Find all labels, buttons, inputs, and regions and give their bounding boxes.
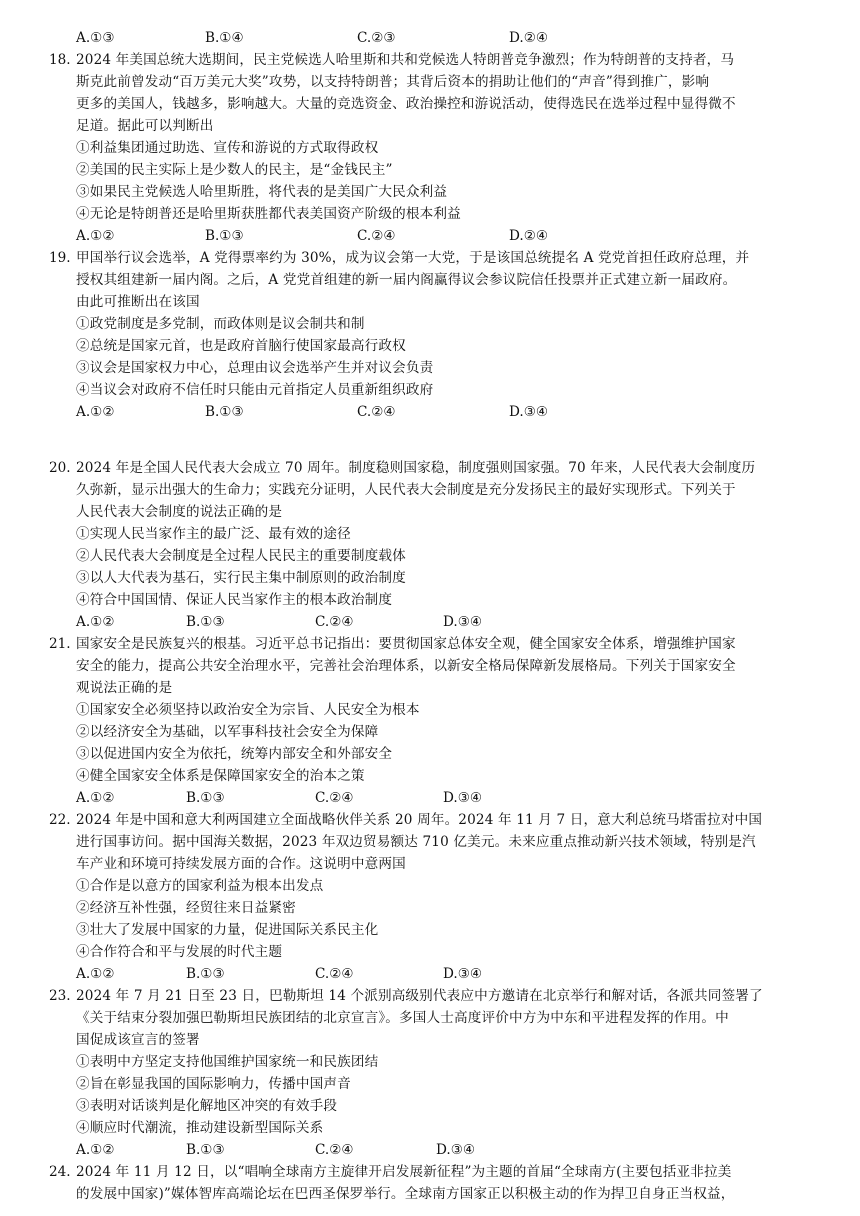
q18-item-1: ①利益集团通过助选、宣传和游说的方式取得政权 bbox=[76, 140, 379, 156]
q23-option-c: C.②④ bbox=[315, 1142, 354, 1158]
q23-stem-line: 2024 年 7 月 21 日至 23 日，巴勒斯坦 14 个派别高级别代表应中方邀请在北京举行和解对话，各派共同签署了 bbox=[76, 988, 763, 1004]
q18-number: 18. bbox=[49, 52, 71, 68]
q21-option-b: B.①③ bbox=[186, 790, 225, 806]
q22-option-a: A.①② bbox=[76, 966, 115, 982]
q19-option-c: C.②④ bbox=[357, 404, 396, 420]
q20-option-d: D.③④ bbox=[443, 614, 483, 630]
q23-number: 23. bbox=[49, 988, 71, 1004]
q21-option-c: C.②④ bbox=[315, 790, 354, 806]
q18-item-3: ③如果民主党候选人哈里斯胜，将代表的是美国广大民众利益 bbox=[76, 184, 448, 200]
q18-option-c: C.②④ bbox=[357, 228, 396, 244]
q19-stem-line: 由此可推断出在该国 bbox=[76, 294, 200, 310]
q20-item-1: ①实现人民当家作主的最广泛、最有效的途径 bbox=[76, 526, 351, 542]
q17-option-d: D.②④ bbox=[509, 30, 549, 46]
q21-option-a: A.①② bbox=[76, 790, 115, 806]
q18-option-a: A.①② bbox=[76, 228, 115, 244]
q20-option-c: C.②④ bbox=[315, 614, 354, 630]
q19-item-3: ③议会是国家权力中心，总理由议会选举产生并对议会负责 bbox=[76, 360, 434, 376]
q20-option-a: A.①② bbox=[76, 614, 115, 630]
q19-number: 19. bbox=[49, 250, 71, 266]
q24-stem-line: 的发展中国家)”媒体智库高端论坛在巴西圣保罗举行。全球南方国家正以积极主动的作为捍卫自身正当权益， bbox=[76, 1186, 735, 1202]
q19-item-2: ②总统是国家元首，也是政府首脑行使国家最高行政权 bbox=[76, 338, 406, 354]
q21-stem-line: 国家安全是民族复兴的根基。习近平总书记指出：要贯彻国家总体安全观，健全国家安全体系，增强维护国家 bbox=[76, 636, 736, 652]
q18-item-4: ④无论是特朗普还是哈里斯获胜都代表美国资产阶级的根本利益 bbox=[76, 206, 461, 222]
q20-stem-line: 久弥新，显示出强大的生命力；实践充分证明，人民代表大会制度是充分发扬民主的最好实现形式。下列关于 bbox=[76, 482, 736, 498]
q23-option-d: D.③④ bbox=[436, 1142, 476, 1158]
q19-item-1: ①政党制度是多党制，而政体则是议会制共和制 bbox=[76, 316, 365, 332]
q18-stem-line: 更多的美国人，钱越多，影响越大。大量的竞选资金、政治操控和游说活动，使得选民在选举过程中显得微不 bbox=[76, 96, 736, 112]
q18-item-2: ②美国的民主实际上是少数人的民主，是“金钱民主” bbox=[76, 162, 393, 178]
q20-stem-line: 2024 年是全国人民代表大会成立 70 周年。制度稳则国家稳，制度强则国家强。70 年来，人民代表大会制度历 bbox=[76, 460, 756, 476]
q22-item-4: ④合作符合和平与发展的时代主题 bbox=[76, 944, 283, 960]
q21-item-4: ④健全国家安全体系是保障国家安全的治本之策 bbox=[76, 768, 365, 784]
q23-item-4: ④顺应时代潮流，推动建设新型国际关系 bbox=[76, 1120, 324, 1136]
q23-option-b: B.①③ bbox=[186, 1142, 225, 1158]
q19-option-b: B.①③ bbox=[205, 404, 244, 420]
q24-stem-line: 2024 年 11 月 12 日，以“唱响全球南方主旋律开启发展新征程”为主题的首届“全球南方(主要包括亚非拉美 bbox=[76, 1164, 732, 1180]
q20-item-2: ②人民代表大会制度是全过程人民民主的重要制度载体 bbox=[76, 548, 406, 564]
q22-item-3: ③壮大了发展中国家的力量，促进国际关系民主化 bbox=[76, 922, 379, 938]
q21-stem-line: 观说法正确的是 bbox=[76, 680, 173, 696]
q20-stem-line: 人民代表大会制度的说法正确的是 bbox=[76, 504, 283, 520]
q23-option-a: A.①② bbox=[76, 1142, 115, 1158]
q20-item-4: ④符合中国国情、保证人民当家作主的根本政治制度 bbox=[76, 592, 393, 608]
q21-stem-line: 安全的能力，提高公共安全治理水平，完善社会治理体系，以新安全格局保障新发展格局。下列关于国家安全 bbox=[76, 658, 736, 674]
q23-item-2: ②旨在彰显我国的国际影响力，传播中国声音 bbox=[76, 1076, 351, 1092]
q23-item-1: ①表明中方坚定支持他国维护国家统一和民族团结 bbox=[76, 1054, 379, 1070]
q22-number: 22. bbox=[49, 812, 71, 828]
q17-option-a: A.①③ bbox=[76, 30, 115, 46]
q22-option-d: D.③④ bbox=[443, 966, 483, 982]
q18-stem-line: 2024 年美国总统大选期间，民主党候选人哈里斯和共和党候选人特朗普竞争激烈；作为特朗普的支持者，马 bbox=[76, 52, 735, 68]
q18-stem-line: 足道。据此可以判断出 bbox=[76, 118, 214, 134]
q20-option-b: B.①③ bbox=[186, 614, 225, 630]
q19-item-4: ④当议会对政府不信任时只能由元首指定人员重新组织政府 bbox=[76, 382, 434, 398]
q19-option-a: A.①② bbox=[76, 404, 115, 420]
q22-stem-line: 2024 年是中国和意大利两国建立全面战略伙伴关系 20 周年。2024 年 11 月 7 日，意大利总统马塔雷拉对中国 bbox=[76, 812, 763, 828]
q18-option-b: B.①③ bbox=[205, 228, 244, 244]
q21-item-1: ①国家安全必须坚持以政治安全为宗旨、人民安全为根本 bbox=[76, 702, 420, 718]
q19-option-d: D.③④ bbox=[509, 404, 549, 420]
q22-option-b: B.①③ bbox=[186, 966, 225, 982]
q21-option-d: D.③④ bbox=[443, 790, 483, 806]
q17-option-c: C.②③ bbox=[357, 30, 396, 46]
q22-stem-line: 车产业和环境可持续发展方面的合作。这说明中意两国 bbox=[76, 856, 406, 872]
q22-item-2: ②经济互补性强，经贸往来日益紧密 bbox=[76, 900, 296, 916]
q23-stem-line: 国促成该宣言的签署 bbox=[76, 1032, 200, 1048]
q20-number: 20. bbox=[49, 460, 71, 476]
q24-number: 24. bbox=[49, 1164, 71, 1180]
q19-stem-line: 甲国举行议会选举，A 党得票率约为 30%，成为议会第一大党，于是该国总统提名 A 党党首担任政府总理，并 bbox=[76, 250, 750, 266]
q22-option-c: C.②④ bbox=[315, 966, 354, 982]
q21-item-2: ②以经济安全为基础，以军事科技社会安全为保障 bbox=[76, 724, 379, 740]
q19-stem-line: 授权其组建新一届内阁。之后，A 党党首组建的新一届内阁赢得议会参议院信任投票并正式建立新一届政府。 bbox=[76, 272, 737, 288]
q21-number: 21. bbox=[49, 636, 71, 652]
q20-item-3: ③以人大代表为基石，实行民主集中制原则的政治制度 bbox=[76, 570, 406, 586]
q23-stem-line: 《关于结束分裂加强巴勒斯坦民族团结的北京宣言》。多国人士高度评价中方为中东和平进程发挥的作用。中 bbox=[76, 1010, 729, 1026]
q17-option-b: B.①④ bbox=[205, 30, 244, 46]
q18-stem-line: 斯克此前曾发动“百万美元大奖”攻势，以支持特朗普；其背后资本的捐助让他们的“声音”得到推广，影响 bbox=[76, 74, 710, 90]
q23-item-3: ③表明对话谈判是化解地区冲突的有效手段 bbox=[76, 1098, 338, 1114]
q22-item-1: ①合作是以意方的国家利益为根本出发点 bbox=[76, 878, 324, 894]
q22-stem-line: 进行国事访问。据中国海关数据，2023 年双边贸易额达 710 亿美元。未来应重点推动新兴技术领域，特别是汽 bbox=[76, 834, 756, 850]
q21-item-3: ③以促进国内安全为依托，统筹内部安全和外部安全 bbox=[76, 746, 393, 762]
q18-option-d: D.②④ bbox=[509, 228, 549, 244]
